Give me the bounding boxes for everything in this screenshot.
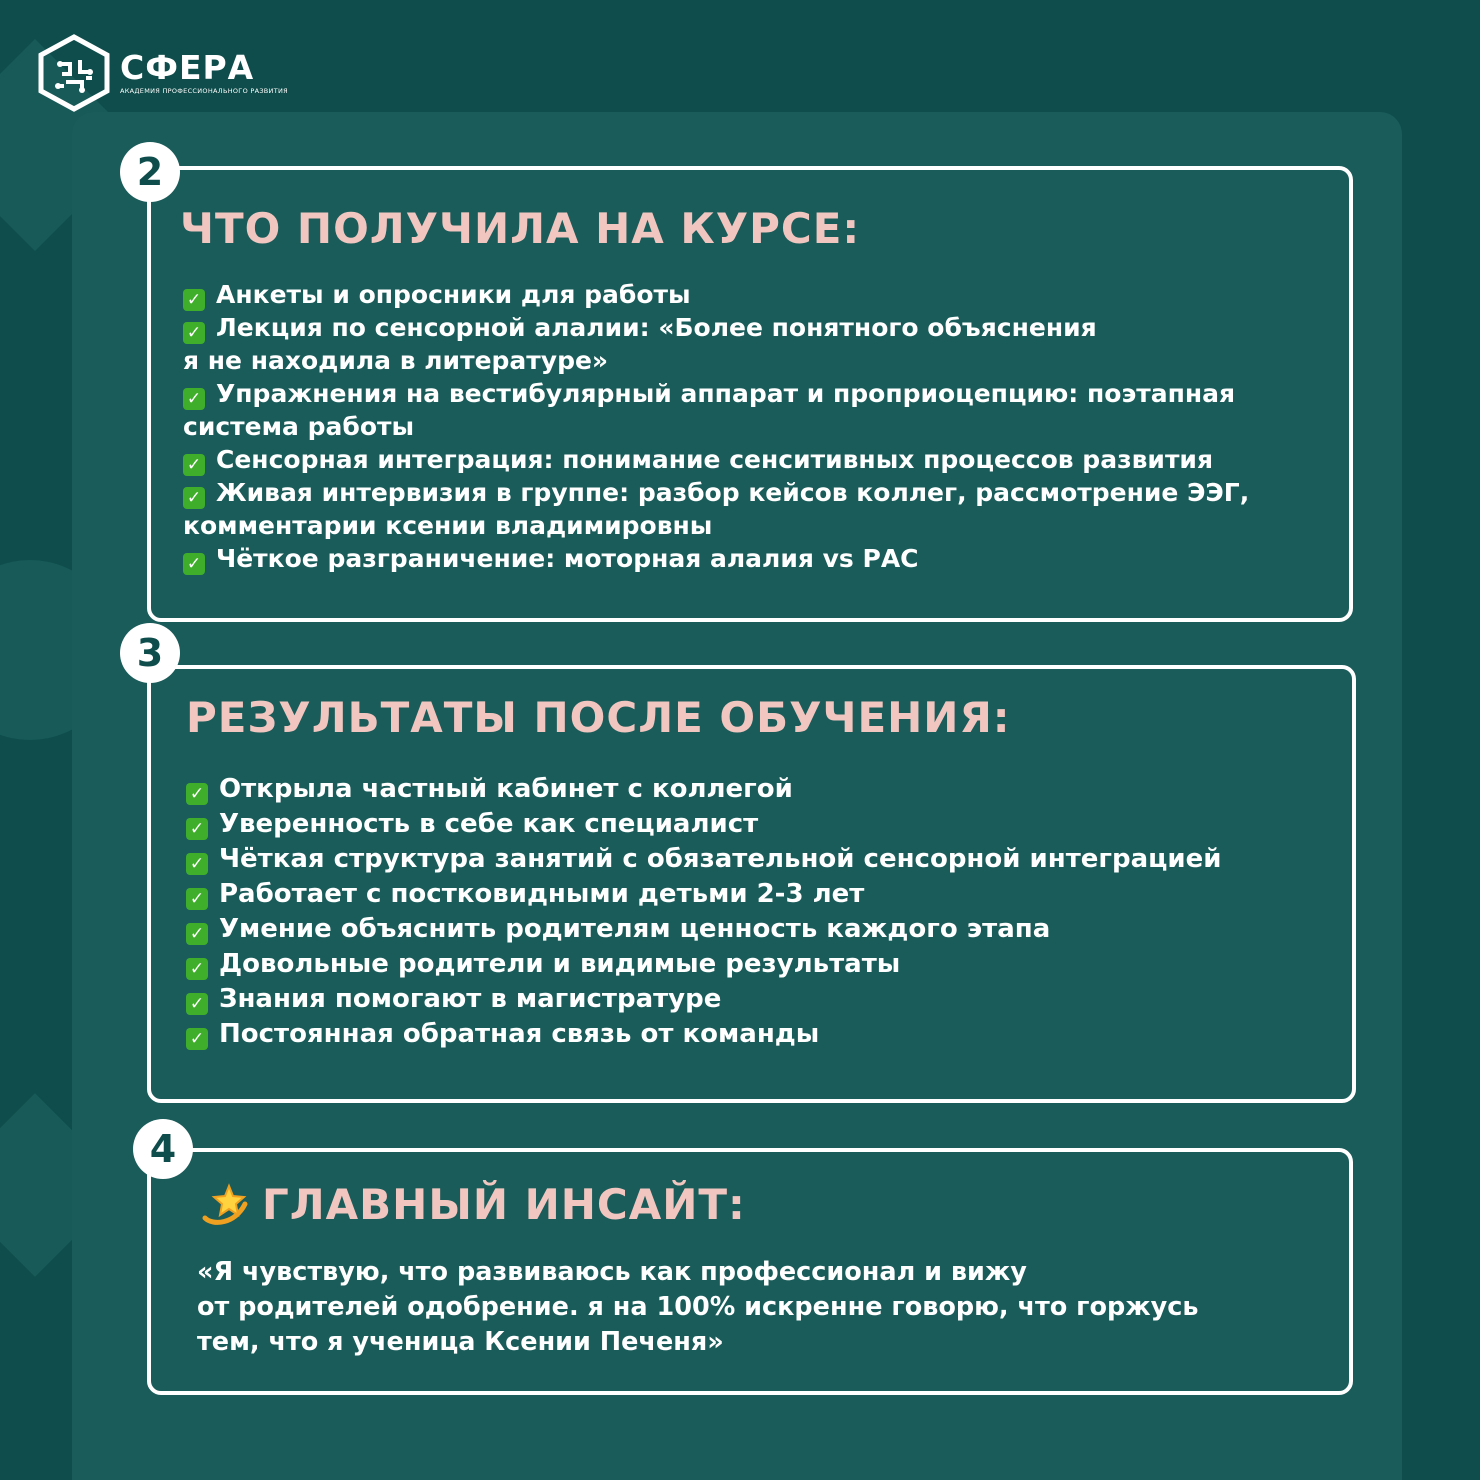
brain-hexagon-icon [36,34,112,112]
list-item: ✓ Анкеты и опросники для работы [183,278,1249,311]
results-list [186,772,1222,1052]
list-item: ✓ Чёткое разграничение: моторная алалия vs РАС [183,542,1249,575]
check-mark-icon: ✓ [186,853,208,875]
check-mark-icon: ✓ [183,553,205,575]
brand-logo [36,34,288,112]
list-item: ✓ Довольные родители и видимые результаты [186,947,1222,982]
list-item: ✓ Уверенность в себе как специалист [186,807,1222,842]
list-item-continuation: система работы [183,412,415,441]
list-item: ✓ Знания помогают в магистратуре [186,982,1222,1017]
list-item: ✓ Работает с постковидными детьми 2-3 лет [186,877,1222,912]
insight-quote [197,1255,1199,1360]
check-mark-icon: ✓ [183,289,205,311]
list-item: ✓ Открыла частный кабинет с коллегой [186,772,1222,807]
list-item: ✓ Умение объяснить родителям ценность каждого этапа [186,912,1222,947]
check-mark-icon: ✓ [186,783,208,805]
list-item: ✓ Чёткая структура занятий с обязательной сенсорной интеграцией [186,842,1222,877]
check-mark-icon: ✓ [186,958,208,980]
list-item: ✓ Упражнения на вестибулярный аппарат и проприоцепцию: поэтапная [183,377,1249,410]
section-number-badge: 3 [120,623,180,683]
check-mark-icon: ✓ [186,993,208,1015]
check-mark-icon: ✓ [186,818,208,840]
section-title: ЧТО ПОЛУЧИЛА НА КУРСЕ: [180,204,861,253]
dizzy-star-icon [199,1182,251,1228]
check-mark-icon: ✓ [186,888,208,910]
list-item-continuation: комментарии ксении владимировны [183,511,713,540]
section-title: ГЛАВНЫЙ ИНСАЙТ: [262,1180,746,1229]
check-mark-icon: ✓ [186,1028,208,1050]
check-mark-icon: ✓ [183,322,205,344]
check-mark-icon: ✓ [186,923,208,945]
quote-line: тем, что я ученица Ксении Печеня» [197,1327,724,1357]
section-title: РЕЗУЛЬТАТЫ ПОСЛЕ ОБУЧЕНИЯ: [186,693,1011,742]
list-item: ✓ Лекция по сенсорной алалии: «Более понятного объяснения [183,311,1249,344]
list-item: ✓ Сенсорная интеграция: понимание сенситивных процессов развития [183,443,1249,476]
section-number-badge: 2 [120,142,180,202]
brand-tagline: АКАДЕМИЯ ПРОФЕССИОНАЛЬНОГО РАЗВИТИЯ [120,87,288,95]
list-item: ✓ Постоянная обратная связь от команды [186,1017,1222,1052]
section-number-badge: 4 [133,1119,193,1179]
quote-line: «Я чувствую, что развиваюсь как профессионал и вижу [197,1257,1027,1287]
check-mark-icon: ✓ [183,487,205,509]
quote-line: от родителей одобрение. я на 100% искренне говорю, что горжусь [197,1292,1199,1322]
check-mark-icon: ✓ [183,388,205,410]
brand-name: СФЕРА [120,48,255,87]
check-mark-icon: ✓ [183,454,205,476]
list-item: ✓ Живая интервизия в группе: разбор кейсов коллег, рассмотрение ЭЭГ, [183,476,1249,509]
course-benefits-list [183,278,1249,575]
list-item-continuation: я не находила в литературе» [183,346,609,375]
